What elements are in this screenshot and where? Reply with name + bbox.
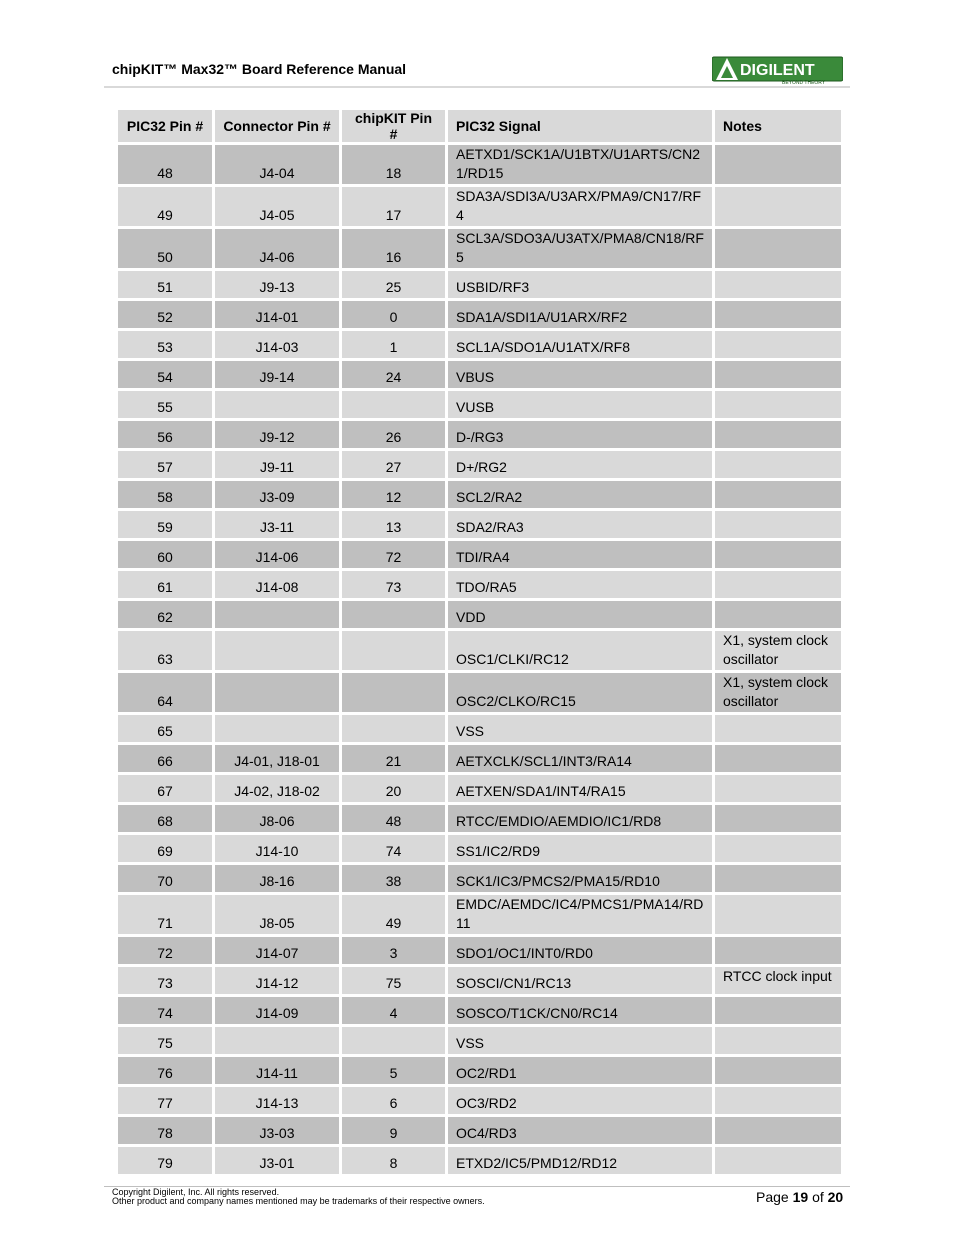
- table-row: [118, 481, 841, 508]
- cell-connector-pin: J14-03: [215, 331, 339, 358]
- cell-pic32-pin: 61: [118, 571, 212, 598]
- table-row: [118, 895, 841, 934]
- cell-connector-pin: J14-08: [215, 571, 339, 598]
- cell-chipkit-pin: 49: [342, 895, 445, 934]
- cell-notes: RTCC clock input: [715, 967, 841, 994]
- table-row: [118, 451, 841, 478]
- cell-pic32-signal: SCK1/IC3/PMCS2/PMA15/RD10: [448, 865, 712, 892]
- cell-pic32-signal: SDA1A/SDI1A/U1ARX/RF2: [448, 301, 712, 328]
- cell-notes: [715, 145, 841, 184]
- table-row: [118, 571, 841, 598]
- cell-connector-pin: J9-14: [215, 361, 339, 388]
- cell-pic32-pin: 58: [118, 481, 212, 508]
- table-row: [118, 361, 841, 388]
- cell-connector-pin: J14-09: [215, 997, 339, 1024]
- cell-chipkit-pin: 6: [342, 1087, 445, 1114]
- cell-pic32-signal: SCL3A/SDO3A/U3ATX/PMA8/CN18/RF5: [448, 229, 712, 268]
- cell-connector-pin: [215, 673, 339, 712]
- cell-connector-pin: J3-09: [215, 481, 339, 508]
- cell-pic32-pin: 77: [118, 1087, 212, 1114]
- cell-chipkit-pin: [342, 601, 445, 628]
- cell-pic32-pin: 75: [118, 1027, 212, 1054]
- cell-chipkit-pin: 0: [342, 301, 445, 328]
- cell-pic32-pin: 72: [118, 937, 212, 964]
- cell-connector-pin: J9-12: [215, 421, 339, 448]
- cell-pic32-signal: AETXD1/SCK1A/U1BTX/U1ARTS/CN21/RD15: [448, 145, 712, 184]
- cell-notes: [715, 937, 841, 964]
- cell-pic32-signal: SCL2/RA2: [448, 481, 712, 508]
- cell-connector-pin: [215, 631, 339, 670]
- cell-chipkit-pin: 3: [342, 937, 445, 964]
- cell-chipkit-pin: 26: [342, 421, 445, 448]
- cell-connector-pin: J4-06: [215, 229, 339, 268]
- cell-pic32-pin: 67: [118, 775, 212, 802]
- cell-notes: [715, 541, 841, 568]
- table-row: [118, 1027, 841, 1054]
- cell-pic32-pin: 76: [118, 1057, 212, 1084]
- logo-wordmark: DIGILENT: [740, 62, 815, 79]
- cell-pic32-pin: 68: [118, 805, 212, 832]
- cell-connector-pin: J3-11: [215, 511, 339, 538]
- cell-pic32-pin: 57: [118, 451, 212, 478]
- cell-chipkit-pin: 17: [342, 187, 445, 226]
- cell-pic32-signal: OC3/RD2: [448, 1087, 712, 1114]
- cell-chipkit-pin: 13: [342, 511, 445, 538]
- table-body: [118, 145, 841, 1174]
- footer-copyright: Copyright Digilent, Inc. All rights reserved.: [112, 1187, 280, 1197]
- cell-notes: [715, 805, 841, 832]
- cell-pic32-signal: OSC2/CLKO/RC15: [448, 673, 712, 712]
- cell-pic32-signal: OC4/RD3: [448, 1117, 712, 1144]
- table-row: [118, 631, 841, 670]
- cell-chipkit-pin: 1: [342, 331, 445, 358]
- cell-connector-pin: J14-13: [215, 1087, 339, 1114]
- cell-connector-pin: J3-03: [215, 1117, 339, 1144]
- cell-notes: [715, 835, 841, 862]
- cell-chipkit-pin: 72: [342, 541, 445, 568]
- cell-pic32-pin: 59: [118, 511, 212, 538]
- cell-chipkit-pin: 75: [342, 967, 445, 994]
- table-row: [118, 1117, 841, 1144]
- cell-pic32-pin: 52: [118, 301, 212, 328]
- cell-connector-pin: J14-10: [215, 835, 339, 862]
- cell-pic32-pin: 74: [118, 997, 212, 1024]
- cell-notes: [715, 1027, 841, 1054]
- logo-tagline: BEYOND THEORY: [782, 80, 826, 85]
- cell-pic32-signal: AETXEN/SDA1/INT4/RA15: [448, 775, 712, 802]
- cell-pic32-signal: SDO1/OC1/INT0/RD0: [448, 937, 712, 964]
- cell-pic32-signal: VBUS: [448, 361, 712, 388]
- cell-pic32-signal: SS1/IC2/RD9: [448, 835, 712, 862]
- cell-connector-pin: J3-01: [215, 1147, 339, 1174]
- cell-pic32-signal: SOSCI/CN1/RC13: [448, 967, 712, 994]
- cell-notes: [715, 1147, 841, 1174]
- table-row: [118, 1147, 841, 1174]
- cell-connector-pin: J14-07: [215, 937, 339, 964]
- cell-connector-pin: [215, 601, 339, 628]
- cell-notes: [715, 271, 841, 298]
- col-header-connector-pin: Connector Pin #: [215, 110, 339, 142]
- cell-connector-pin: J14-06: [215, 541, 339, 568]
- cell-pic32-pin: 62: [118, 601, 212, 628]
- cell-pic32-pin: 55: [118, 391, 212, 418]
- table-row: [118, 805, 841, 832]
- cell-connector-pin: [215, 715, 339, 742]
- cell-pic32-signal: VDD: [448, 601, 712, 628]
- cell-chipkit-pin: 74: [342, 835, 445, 862]
- cell-notes: X1, system clock oscillator: [715, 673, 841, 712]
- col-header-pic32-signal: PIC32 Signal: [448, 110, 712, 142]
- cell-chipkit-pin: 24: [342, 361, 445, 388]
- cell-pic32-signal: VUSB: [448, 391, 712, 418]
- table-row: [118, 421, 841, 448]
- page-current: 19: [792, 1189, 809, 1205]
- cell-notes: [715, 865, 841, 892]
- col-header-notes: Notes: [715, 110, 841, 142]
- table-row: [118, 541, 841, 568]
- page-prefix: Page: [756, 1189, 789, 1205]
- cell-pic32-signal: OSC1/CLKI/RC12: [448, 631, 712, 670]
- table-row: [118, 835, 841, 862]
- table-row: [118, 1057, 841, 1084]
- table-row: [118, 145, 841, 184]
- cell-pic32-signal: RTCC/EMDIO/AEMDIO/IC1/RD8: [448, 805, 712, 832]
- cell-pic32-pin: 71: [118, 895, 212, 934]
- table-header-row: [118, 110, 841, 142]
- cell-connector-pin: J9-13: [215, 271, 339, 298]
- cell-notes: X1, system clock oscillator: [715, 631, 841, 670]
- cell-pic32-signal: AETXCLK/SCL1/INT3/RA14: [448, 745, 712, 772]
- cell-pic32-pin: 69: [118, 835, 212, 862]
- cell-chipkit-pin: 9: [342, 1117, 445, 1144]
- cell-notes: [715, 229, 841, 268]
- table-row: [118, 187, 841, 226]
- cell-pic32-pin: 63: [118, 631, 212, 670]
- table-row: [118, 745, 841, 772]
- table-row: [118, 1087, 841, 1114]
- page-of: of: [812, 1189, 824, 1205]
- table-row: [118, 229, 841, 268]
- cell-chipkit-pin: 38: [342, 865, 445, 892]
- cell-pic32-pin: 49: [118, 187, 212, 226]
- cell-notes: [715, 301, 841, 328]
- cell-notes: [715, 997, 841, 1024]
- cell-pic32-signal: OC2/RD1: [448, 1057, 712, 1084]
- cell-connector-pin: J14-11: [215, 1057, 339, 1084]
- cell-notes: [715, 421, 841, 448]
- cell-pic32-signal: SCL1A/SDO1A/U1ATX/RF8: [448, 331, 712, 358]
- cell-chipkit-pin: 5: [342, 1057, 445, 1084]
- cell-chipkit-pin: 20: [342, 775, 445, 802]
- table-row: [118, 301, 841, 328]
- cell-chipkit-pin: 48: [342, 805, 445, 832]
- table-row: [118, 997, 841, 1024]
- cell-pic32-signal: USBID/RF3: [448, 271, 712, 298]
- table-row: [118, 865, 841, 892]
- cell-chipkit-pin: 25: [342, 271, 445, 298]
- cell-pic32-signal: SDA3A/SDI3A/U3ARX/PMA9/CN17/RF4: [448, 187, 712, 226]
- table-row: [118, 391, 841, 418]
- cell-connector-pin: J14-01: [215, 301, 339, 328]
- cell-pic32-pin: 70: [118, 865, 212, 892]
- table-row: [118, 775, 841, 802]
- col-header-chipkit-pin: chipKIT Pin #: [342, 110, 445, 142]
- cell-notes: [715, 601, 841, 628]
- cell-chipkit-pin: 12: [342, 481, 445, 508]
- cell-notes: [715, 1087, 841, 1114]
- cell-connector-pin: J8-06: [215, 805, 339, 832]
- cell-chipkit-pin: 21: [342, 745, 445, 772]
- table-row: [118, 967, 841, 994]
- cell-notes: [715, 451, 841, 478]
- cell-notes: [715, 745, 841, 772]
- cell-notes: [715, 481, 841, 508]
- cell-pic32-pin: 54: [118, 361, 212, 388]
- cell-notes: [715, 571, 841, 598]
- cell-connector-pin: J8-16: [215, 865, 339, 892]
- cell-notes: [715, 1117, 841, 1144]
- cell-pic32-signal: SOSCO/T1CK/CN0/RC14: [448, 997, 712, 1024]
- cell-pic32-pin: 50: [118, 229, 212, 268]
- cell-chipkit-pin: [342, 631, 445, 670]
- footer-trademark: Other product and company names mentioned may be trademarks of their respective owners.: [112, 1196, 485, 1206]
- cell-chipkit-pin: [342, 715, 445, 742]
- cell-chipkit-pin: 4: [342, 997, 445, 1024]
- cell-pic32-signal: TDI/RA4: [448, 541, 712, 568]
- cell-notes: [715, 895, 841, 934]
- cell-connector-pin: J14-12: [215, 967, 339, 994]
- cell-pic32-signal: D-/RG3: [448, 421, 712, 448]
- cell-pic32-pin: 56: [118, 421, 212, 448]
- table-row: [118, 601, 841, 628]
- table-row: [118, 271, 841, 298]
- cell-chipkit-pin: 18: [342, 145, 445, 184]
- cell-chipkit-pin: [342, 673, 445, 712]
- cell-pic32-pin: 64: [118, 673, 212, 712]
- cell-notes: [715, 1057, 841, 1084]
- cell-chipkit-pin: 16: [342, 229, 445, 268]
- cell-chipkit-pin: 27: [342, 451, 445, 478]
- table-row: [118, 511, 841, 538]
- cell-notes: [715, 361, 841, 388]
- cell-pic32-signal: D+/RG2: [448, 451, 712, 478]
- pin-table: [115, 107, 844, 1177]
- cell-connector-pin: J9-11: [215, 451, 339, 478]
- page-number: [756, 1189, 843, 1205]
- cell-notes: [715, 511, 841, 538]
- cell-pic32-signal: ETXD2/IC5/PMD12/RD12: [448, 1147, 712, 1174]
- cell-pic32-pin: 60: [118, 541, 212, 568]
- table-row: [118, 331, 841, 358]
- document-title: chipKIT™ Max32™ Board Reference Manual: [112, 61, 407, 77]
- cell-notes: [715, 391, 841, 418]
- cell-pic32-pin: 78: [118, 1117, 212, 1144]
- cell-chipkit-pin: 8: [342, 1147, 445, 1174]
- cell-chipkit-pin: [342, 391, 445, 418]
- col-header-pic32-pin: PIC32 Pin #: [118, 110, 212, 142]
- cell-pic32-signal: VSS: [448, 1027, 712, 1054]
- cell-pic32-pin: 53: [118, 331, 212, 358]
- cell-pic32-pin: 73: [118, 967, 212, 994]
- table-row: [118, 715, 841, 742]
- cell-pic32-pin: 51: [118, 271, 212, 298]
- cell-chipkit-pin: 73: [342, 571, 445, 598]
- cell-connector-pin: [215, 1027, 339, 1054]
- cell-pic32-signal: SDA2/RA3: [448, 511, 712, 538]
- page-total: 20: [827, 1189, 844, 1205]
- cell-pic32-signal: TDO/RA5: [448, 571, 712, 598]
- table-row: [118, 673, 841, 712]
- cell-pic32-pin: 79: [118, 1147, 212, 1174]
- cell-notes: [715, 331, 841, 358]
- cell-pic32-signal: VSS: [448, 715, 712, 742]
- cell-connector-pin: J4-04: [215, 145, 339, 184]
- cell-pic32-signal: EMDC/AEMDC/IC4/PMCS1/PMA14/RD11: [448, 895, 712, 934]
- cell-notes: [715, 715, 841, 742]
- cell-pic32-pin: 66: [118, 745, 212, 772]
- table-row: [118, 937, 841, 964]
- header-rule: [104, 86, 850, 88]
- cell-connector-pin: J8-05: [215, 895, 339, 934]
- digilent-logo: [712, 55, 843, 85]
- cell-connector-pin: [215, 391, 339, 418]
- cell-connector-pin: J4-05: [215, 187, 339, 226]
- cell-pic32-pin: 65: [118, 715, 212, 742]
- cell-notes: [715, 775, 841, 802]
- cell-notes: [715, 187, 841, 226]
- cell-connector-pin: J4-02, J18-02: [215, 775, 339, 802]
- cell-connector-pin: J4-01, J18-01: [215, 745, 339, 772]
- cell-chipkit-pin: [342, 1027, 445, 1054]
- cell-pic32-pin: 48: [118, 145, 212, 184]
